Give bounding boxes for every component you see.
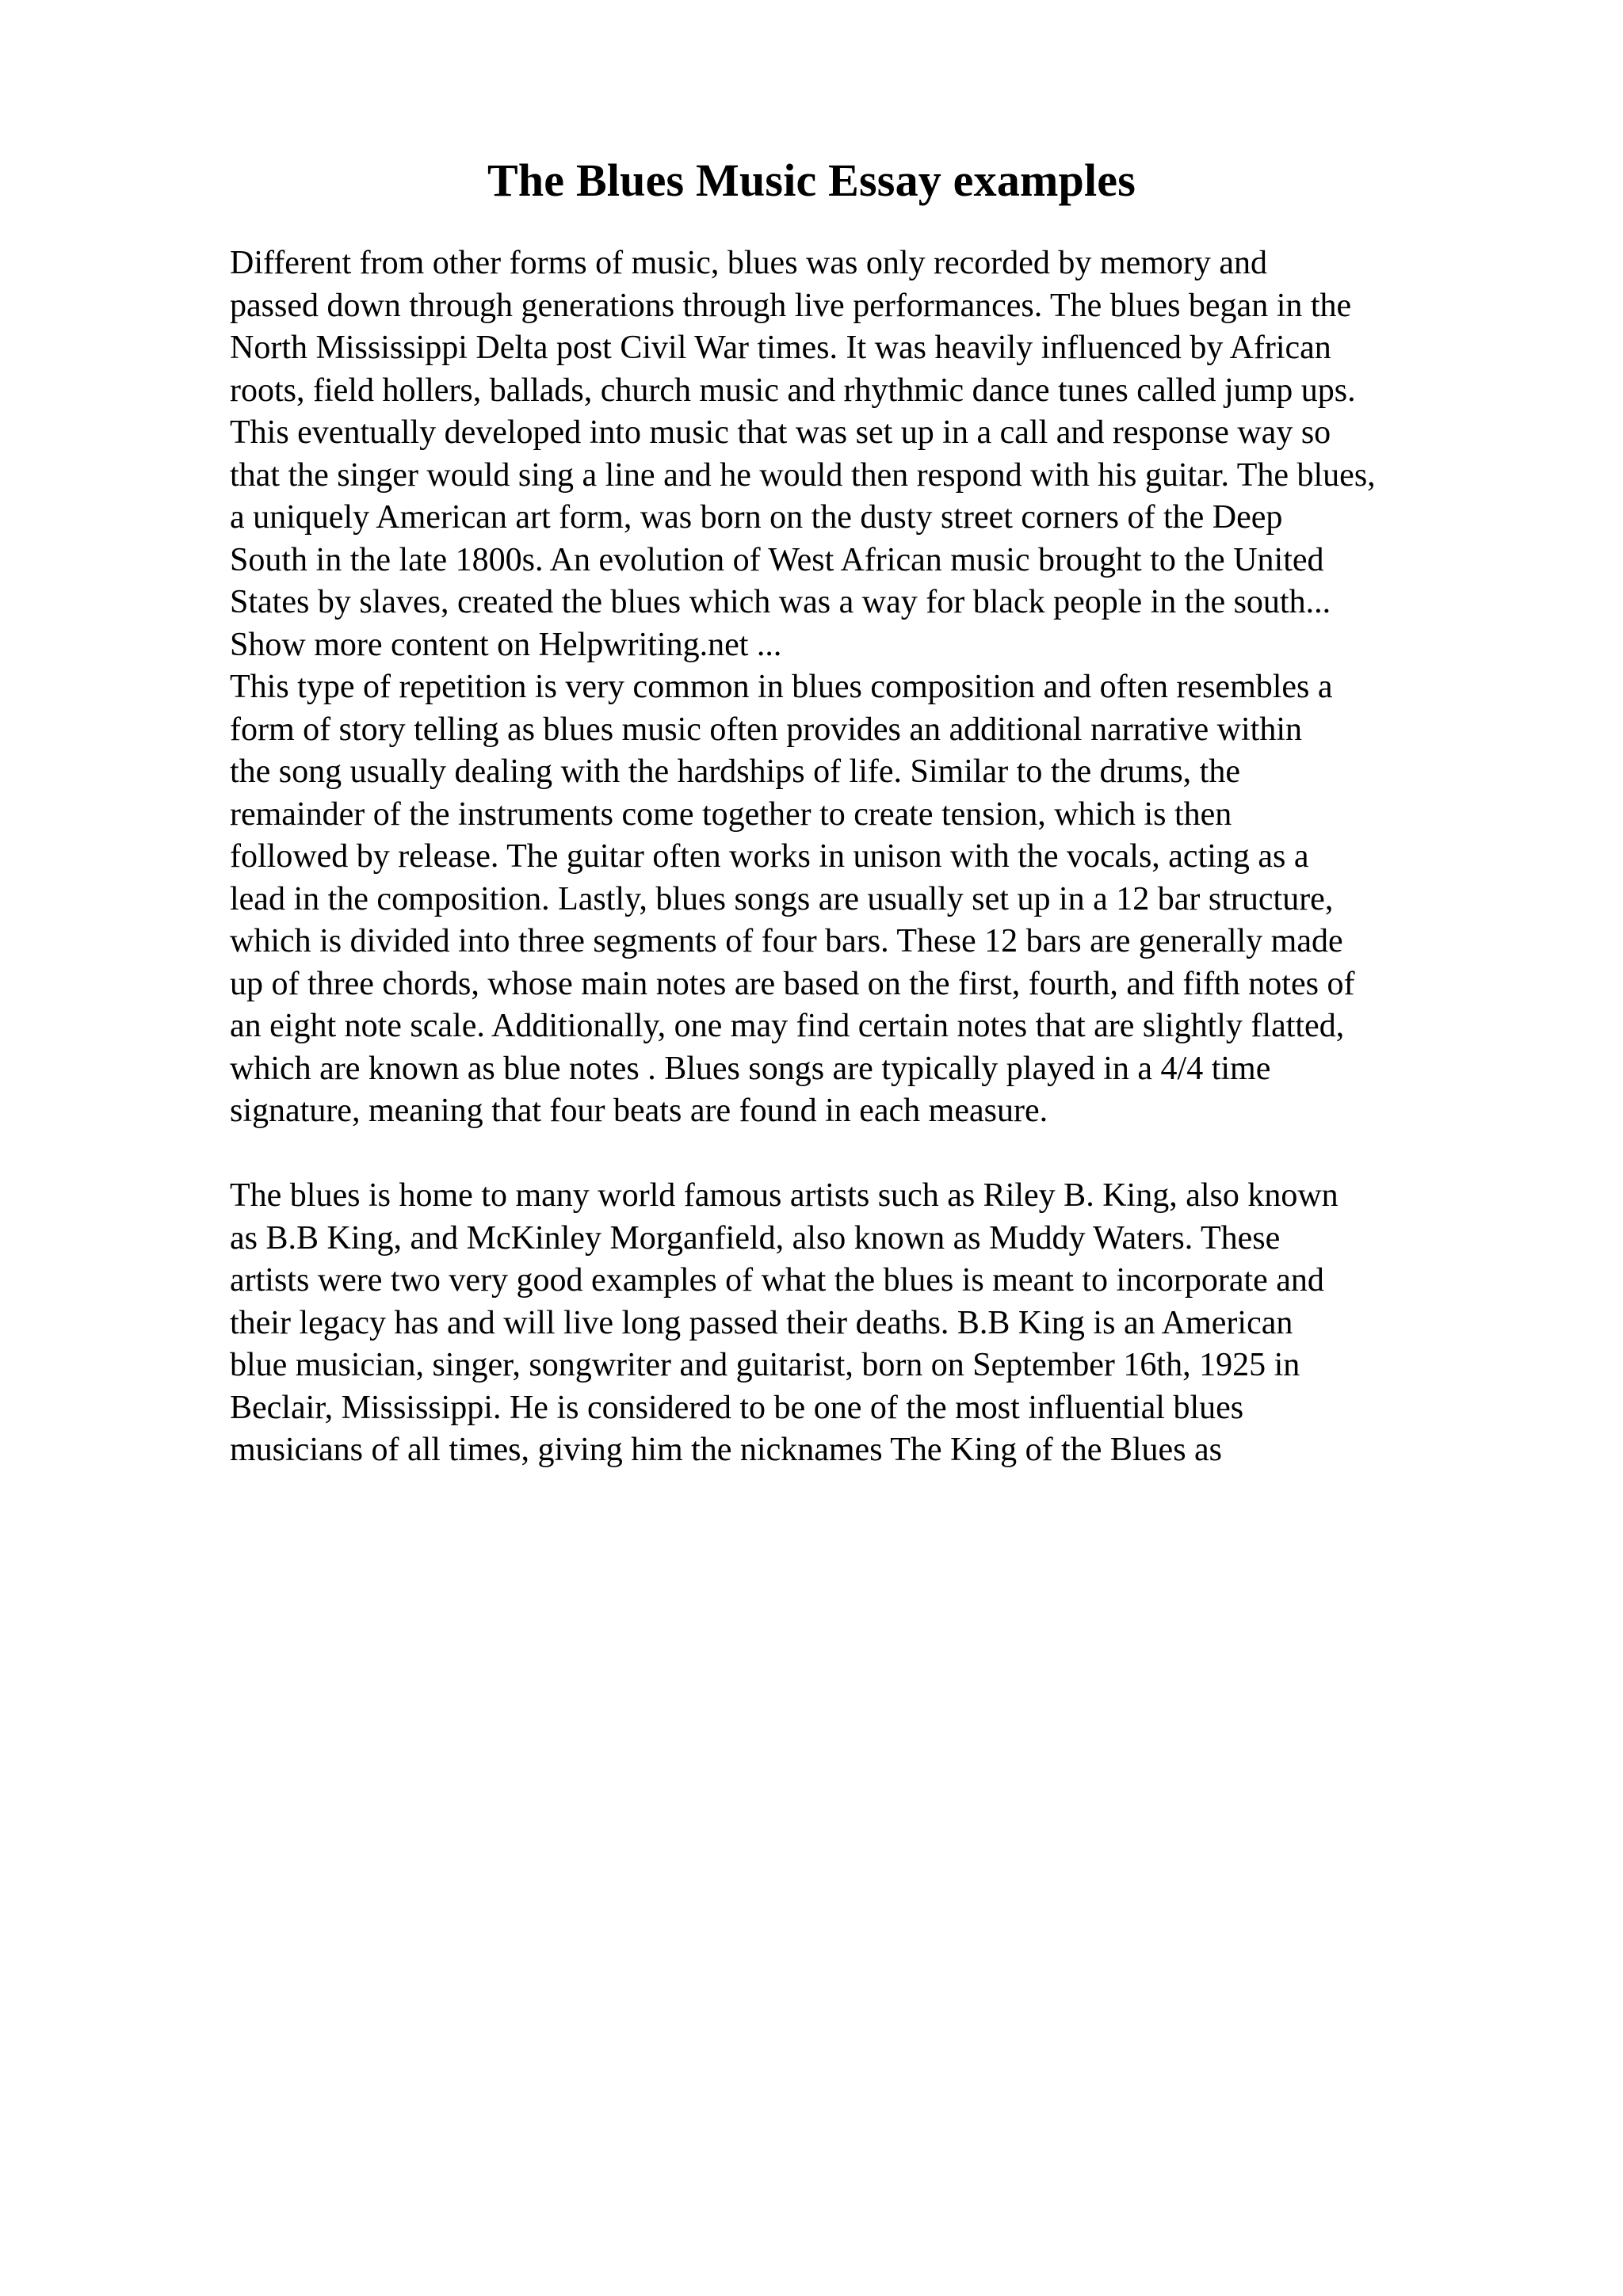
text-line: North Mississippi Delta post Civil War times. It was heavily influenced by African (230, 330, 1331, 366)
text-line: Different from other forms of music, blues was only recorded by memory and (230, 245, 1268, 281)
text-line: passed down through generations through live performances. The blues began in the (230, 287, 1352, 324)
text-line: South in the late 1800s. An evolution of West African music brought to the United (230, 541, 1324, 578)
text-line: States by slaves, created the blues which was a way for black people in the south... (230, 584, 1331, 620)
text-line: that the singer would sing a line and he would then respond with his guitar. The blues, (230, 456, 1376, 494)
text-line: an eight note scale. Additionally, one may find certain notes that are slightly flatted, (230, 1008, 1345, 1044)
text-line: The blues is home to many world famous artists such as Riley B. King, also known (230, 1177, 1338, 1214)
text-line: up of three chords, whose main notes are based on the first, fourth, and fifth notes of (230, 965, 1355, 1002)
paragraph-3 (230, 1175, 1498, 1472)
text-line: form of story telling as blues music often provides an additional narrative within (230, 711, 1303, 748)
text-line: which are known as blue notes . Blues songs are typically played in a 4/4 time (230, 1050, 1271, 1087)
page-title: The Blues Music Essay examples (487, 154, 1136, 206)
paragraph-spacer (230, 1133, 1498, 1176)
text-line: remainder of the instruments come together to create tension, which is then (230, 795, 1232, 833)
paragraph-1 (230, 242, 1498, 666)
text-line: which is divided into three segments of four bars. These 12 bars are generally made (230, 923, 1343, 959)
text-line: artists were two very good examples of what the blues is meant to incorporate and (230, 1262, 1324, 1299)
text-line: a uniquely American art form, was born on the dusty street corners of the Deep (230, 499, 1283, 536)
text-line: the song usually dealing with the hardships of life. Similar to the drums, the (230, 753, 1240, 790)
text-line: Show more content on Helpwriting.net ... (230, 626, 782, 663)
text-line: blue musician, singer, songwriter and guitarist, born on September 16th, 1925 in (230, 1347, 1300, 1383)
text-line: followed by release. The guitar often works in unison with the vocals, acting as a (230, 838, 1309, 875)
text-line: lead in the composition. Lastly, blues songs are usually set up in a 12 bar structure, (230, 880, 1334, 917)
text-line: their legacy has and will live long passed their deaths. B.B King is an American (230, 1304, 1293, 1341)
text-line: as B.B King, and McKinley Morganfield, also known as Muddy Waters. These (230, 1219, 1281, 1257)
paragraph-2 (230, 666, 1498, 1133)
text-line: roots, field hollers, ballads, church music and rhythmic dance tunes called jump ups. (230, 372, 1356, 409)
text-line: musicians of all times, giving him the nicknames The King of the Blues as (230, 1432, 1223, 1468)
text-line: Beclair, Mississippi. He is considered to be one of the most influential blues (230, 1389, 1244, 1426)
text-line: signature, meaning that four beats are found in each measure. (230, 1093, 1048, 1129)
essay-body (230, 242, 1498, 1472)
text-line: This eventually developed into music that was set up in a call and response way so (230, 414, 1331, 451)
text-line: This type of repetition is very common in blues composition and often resembles a (230, 669, 1333, 705)
